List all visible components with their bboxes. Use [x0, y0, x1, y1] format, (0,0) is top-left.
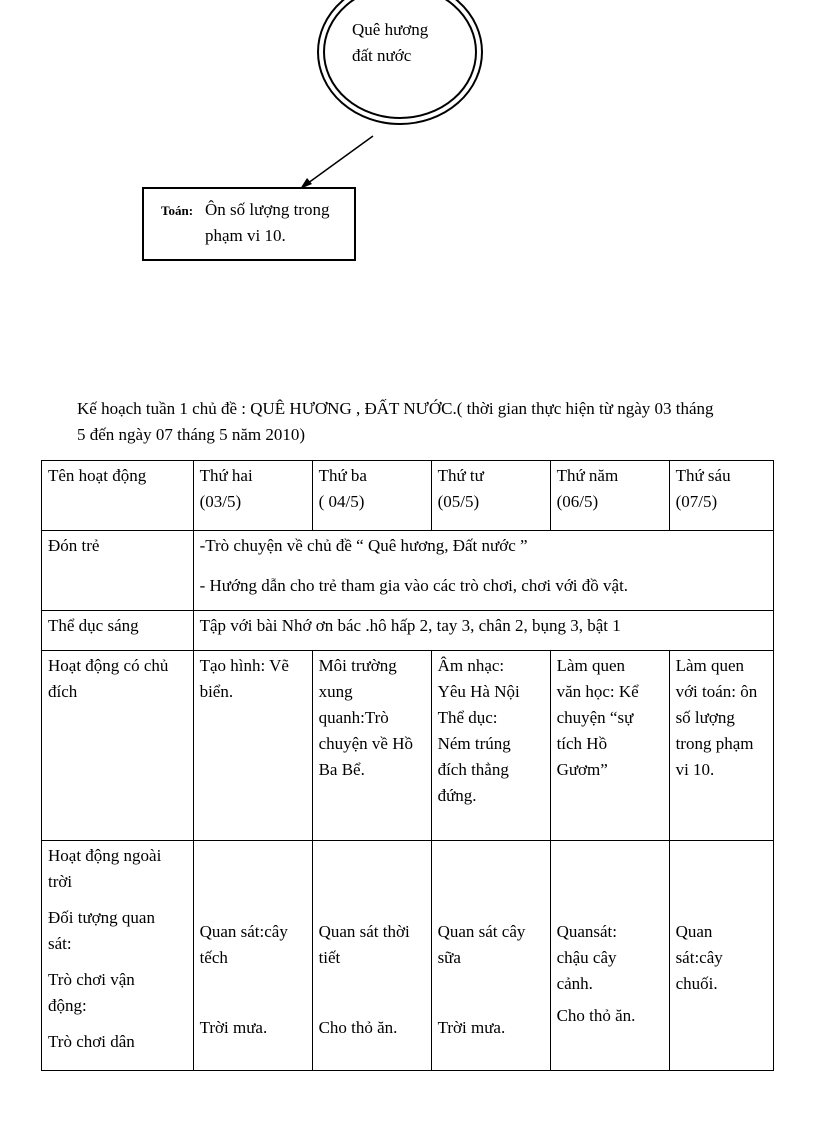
math-box-line1: Ôn số lượng trong	[205, 200, 330, 219]
welcome-row	[42, 531, 774, 611]
header-monday: Thứ hai (03/5)	[193, 461, 312, 531]
topic-circle-line2: đất nước	[352, 46, 412, 65]
math-box-label: Toán:	[161, 203, 194, 218]
outdoor-label: Hoạt động ngoài trời Đối tượng quan sát: Trò chơi vận động: Trò chơi dân	[42, 841, 194, 1071]
table-header-row	[42, 461, 774, 531]
focused-activity-row	[42, 651, 774, 841]
plan-intro-line1: Kế hoạch tuần 1 chủ đề : QUÊ HƯƠNG , ĐẤT NƯỚC.( thời gian thực hiện từ ngày 03 tháng	[77, 399, 714, 418]
topic-circle-line1: Quê hương	[352, 20, 429, 39]
focused-activity-tuesday: Môi trường xung quanh:Trò chuyện về Hồ Ba Bể.	[312, 651, 431, 841]
focused-activity-wednesday: Âm nhạc: Yêu Hà Nội Thể dục: Ném trúng đích thẳng đứng.	[431, 651, 550, 841]
connector-arrow-line	[304, 136, 373, 186]
focused-activity-monday: Tạo hình: Vẽ biển.	[193, 651, 312, 841]
outdoor-tuesday: Quan sát thời tiết Cho thỏ ăn.	[312, 841, 431, 1071]
focused-activity-label: Hoạt động có chủ đích	[42, 651, 194, 841]
weekly-plan-table	[41, 460, 774, 1071]
outdoor-friday: Quan sát:cây chuối.	[669, 841, 773, 1071]
math-box-line2: phạm vi 10.	[205, 226, 286, 245]
header-activity: Tên hoạt động	[42, 461, 194, 531]
plan-intro-line2: 5 đến ngày 07 tháng 5 năm 2010)	[77, 425, 306, 444]
welcome-label: Đón trẻ	[42, 531, 194, 611]
morning-exercise-row	[42, 611, 774, 651]
outdoor-monday: Quan sát:cây tếch Trời mưa.	[193, 841, 312, 1071]
outdoor-wednesday: Quan sát cây sữa Trời mưa.	[431, 841, 550, 1071]
header-thursday: Thứ năm (06/5)	[550, 461, 669, 531]
header-friday: Thứ sáu (07/5)	[669, 461, 773, 531]
outdoor-row	[42, 841, 774, 1071]
header-tuesday: Thứ ba ( 04/5)	[312, 461, 431, 531]
focused-activity-friday: Làm quen với toán: ôn số lượng trong phạm vi 10.	[669, 651, 773, 841]
morning-exercise-label: Thể dục sáng	[42, 611, 194, 651]
header-wednesday: Thứ tư (05/5)	[431, 461, 550, 531]
topic-circle-text	[352, 17, 428, 69]
outdoor-thursday: Quansát: chậu cây cảnh. Cho thỏ ăn.	[550, 841, 669, 1071]
focused-activity-thursday: Làm quen văn học: Kể chuyện “sự tích Hồ Gươm”	[550, 651, 669, 841]
welcome-content: -Trò chuyện về chủ đề “ Quê hương, Đất nước ” - Hướng dẫn cho trẻ tham gia vào các trò chơi, chơi với đồ vật.	[193, 531, 773, 611]
math-activity-box	[142, 187, 356, 261]
morning-exercise-content: Tập với bài Nhớ ơn bác .hô hấp 2, tay 3, chân 2, bụng 3, bật 1	[193, 611, 773, 651]
